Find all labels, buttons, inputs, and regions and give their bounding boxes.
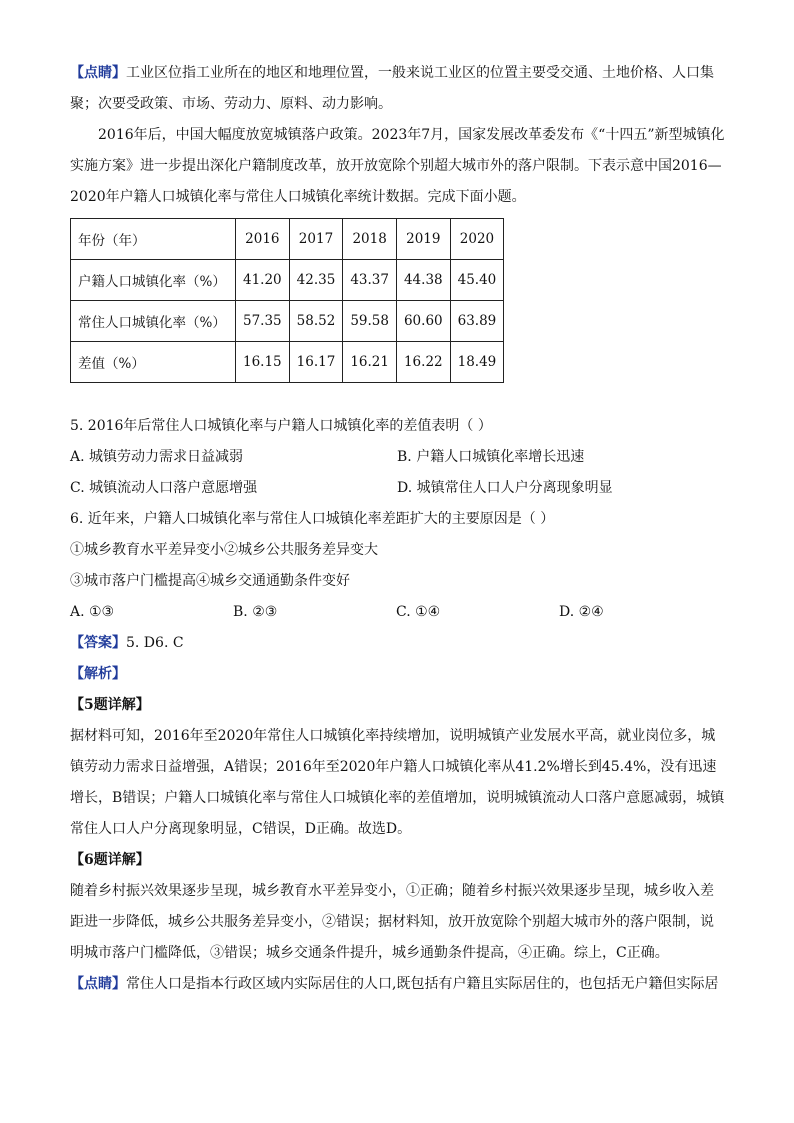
table-cell: 45.40	[450, 260, 504, 301]
table-cell: 户籍人口城镇化率（%）	[71, 260, 236, 301]
table-cell: 57.35	[236, 301, 290, 342]
option-a: A. ①③	[70, 604, 115, 620]
detail-5-tag: 【5题详解】	[70, 697, 150, 713]
table-cell: 43.37	[343, 260, 397, 301]
table-cell: 常住人口城镇化率（%）	[71, 301, 236, 342]
final-note	[70, 969, 725, 1000]
table-cell: 2020	[450, 219, 504, 260]
table-row	[71, 260, 504, 301]
option-d: D. 城镇常住人口人户分离现象明显	[397, 480, 613, 496]
table-cell: 16.22	[396, 342, 450, 383]
table-cell: 63.89	[450, 301, 504, 342]
table-cell: 16.21	[343, 342, 397, 383]
answer-line	[70, 628, 725, 659]
table-cell: 60.60	[396, 301, 450, 342]
table-cell: 16.15	[236, 342, 290, 383]
question-6-statements-2: ③城市落户门槛提高④城乡交通通勤条件变好	[70, 573, 350, 589]
table-cell: 16.17	[289, 342, 343, 383]
table-cell: 2017	[289, 219, 343, 260]
table-cell: 58.52	[289, 301, 343, 342]
table-cell: 44.38	[396, 260, 450, 301]
detail-6-heading	[70, 845, 725, 876]
detail-6-text: 随着乡村振兴效果逐步呈现，城乡教育水平差异变小，①正确；随着乡村振兴效果逐步呈现，城乡收入差距进一步降低，城乡公共服务差异变小，②错误；据材料知，放开放宽除个别超大城市外的落户限制，说明城市落户门槛降低，③错误；城乡交通条件提升，城乡通勤条件提高，④正确。综上，C正确。	[70, 883, 714, 961]
detail-5-heading	[70, 690, 725, 721]
final-note-tag: 【点睛】	[70, 976, 126, 992]
urbanization-table	[70, 218, 504, 383]
analysis-heading	[70, 659, 725, 690]
table-cell: 2018	[343, 219, 397, 260]
table-row	[71, 342, 504, 383]
table-cell: 41.20	[236, 260, 290, 301]
note-tag: 【点睛】	[70, 65, 126, 81]
table-header-row	[71, 219, 504, 260]
question-6-statements-1: ①城乡教育水平差异变小②城乡公共服务差异变大	[70, 542, 378, 558]
option-d: D. ②④	[559, 604, 604, 620]
detail-6-tag: 【6题详解】	[70, 852, 150, 868]
table-row	[71, 301, 504, 342]
detail-5-text: 据材料可知，2016年至2020年常住人口城镇化率持续增加，说明城镇产业发展水平高，就业岗位多，城镇劳动力需求日益增强，A错误；2016年至2020年户籍人口城镇化率从41.2%增长到45.4%，没有迅速增长，B错误；户籍人口城镇化率与常住人口城镇化率的差值增加，说明城镇流动人口落户意愿减弱，城镇常住人口人户分离现象明显，C错误，D正确。故选D。	[70, 728, 725, 837]
question-5-stem: 5. 2016年后常住人口城镇化率与户籍人口城镇化率的差值表明（ ）	[70, 418, 492, 434]
note-text: 工业区位指工业所在的地区和地理位置，一般来说工业区的位置主要受交通、土地价格、人口集聚；次要受政策、市场、劳动力、原料、动力影响。	[70, 65, 714, 112]
final-note-text: 常住人口是指本行政区域内实际居住的人口,既包括有户籍且实际居住的，也包括无户籍但实际居	[126, 976, 719, 992]
answer-tag: 【答案】	[70, 635, 126, 651]
option-c: C. 城镇流动人口落户意愿增强	[70, 480, 258, 496]
table-cell: 差值（%）	[71, 342, 236, 383]
table-cell: 42.35	[289, 260, 343, 301]
answer-text: 5. D6. C	[126, 635, 184, 651]
question-5-options	[70, 442, 725, 504]
question-6-options	[70, 597, 725, 628]
option-c: C. ①④	[396, 604, 441, 620]
table-cell: 年份（年）	[71, 219, 236, 260]
table-cell: 2019	[396, 219, 450, 260]
option-b: B. ②③	[233, 604, 278, 620]
analysis-tag: 【解析】	[70, 666, 126, 682]
question-6-stem: 6. 近年来，户籍人口城镇化率与常住人口城镇化率差距扩大的主要原因是（ ）	[70, 511, 555, 527]
material-paragraph: 2016年后，中国大幅度放宽城镇落户政策。2023年7月，国家发展改革委发布《“十四五”新型城镇化实施方案》进一步提出深化户籍制度改革，放开放宽除个别超大城市外的落户限制。下表示意中国2016—2020年户籍人口城镇化率与常住人口城镇化率统计数据。完成下面小题。	[70, 127, 725, 205]
document-page	[70, 58, 725, 1000]
table-cell: 2016	[236, 219, 290, 260]
table-cell: 59.58	[343, 301, 397, 342]
option-a: A. 城镇劳动力需求日益减弱	[70, 449, 244, 465]
table-cell: 18.49	[450, 342, 504, 383]
intro-note	[70, 58, 725, 120]
option-b: B. 户籍人口城镇化率增长迅速	[397, 449, 585, 465]
